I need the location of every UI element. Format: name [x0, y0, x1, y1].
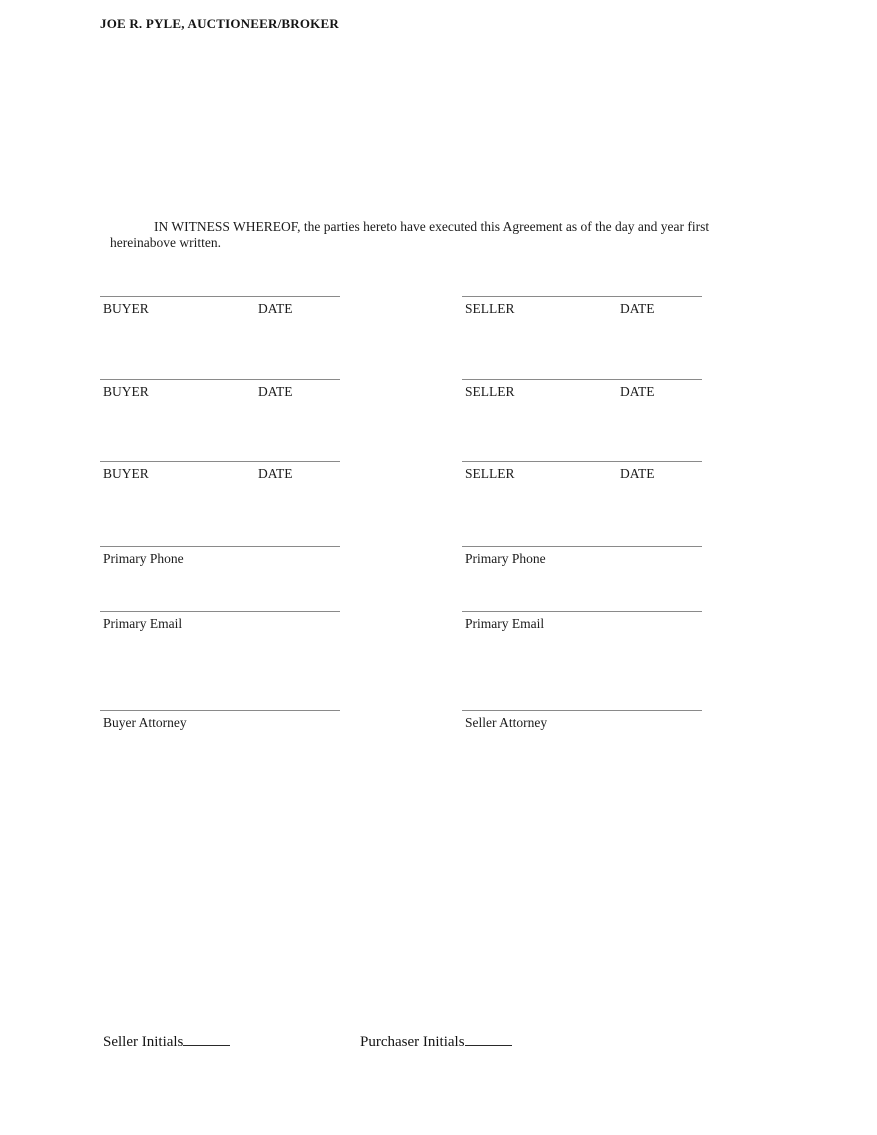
seller-signature-line-2[interactable]: [462, 379, 702, 380]
seller-initials-label: Seller Initials: [103, 1034, 184, 1050]
seller-attorney-block: [462, 710, 702, 730]
date-label: DATE: [620, 466, 655, 481]
seller-signature-block-1: [462, 296, 702, 316]
buyer-label: BUYER: [103, 384, 149, 399]
buyer-attorney-label: Buyer Attorney: [103, 715, 187, 730]
seller-label: SELLER: [465, 384, 515, 399]
date-label: DATE: [258, 301, 293, 316]
seller-attorney-line[interactable]: [462, 710, 702, 711]
buyer-attorney-line[interactable]: [100, 710, 340, 711]
buyer-signature-line-2[interactable]: [100, 379, 340, 380]
buyer-primary-email-line[interactable]: [100, 611, 340, 612]
buyer-signature-line-1[interactable]: [100, 296, 340, 297]
date-label: DATE: [620, 384, 655, 399]
buyer-signature-block-1: [100, 296, 340, 316]
buyer-primary-email-block: [100, 611, 340, 631]
seller-initials: [103, 1029, 230, 1052]
date-label: DATE: [620, 301, 655, 316]
witness-clause: IN WITNESS WHEREOF, the parties hereto have executed this Agreement as of the day and year first hereinabove written.: [110, 219, 710, 250]
buyer-primary-phone-block: [100, 546, 340, 566]
date-label: DATE: [258, 384, 293, 399]
purchaser-initials-label: Purchaser Initials: [360, 1034, 465, 1050]
buyer-label: BUYER: [103, 466, 149, 481]
buyer-signature-block-3: [100, 461, 340, 481]
seller-primary-email-block: [462, 611, 702, 631]
buyer-signature-block-2: [100, 379, 340, 399]
seller-primary-phone-line[interactable]: [462, 546, 702, 547]
buyer-primary-phone-line[interactable]: [100, 546, 340, 547]
primary-phone-label: Primary Phone: [103, 551, 184, 566]
seller-signature-block-2: [462, 379, 702, 399]
seller-signature-line-1[interactable]: [462, 296, 702, 297]
seller-attorney-label: Seller Attorney: [465, 715, 548, 730]
buyer-attorney-block: [100, 710, 340, 730]
seller-initials-blank[interactable]: [183, 1029, 230, 1046]
seller-signature-line-3[interactable]: [462, 461, 702, 462]
seller-primary-phone-block: [462, 546, 702, 566]
broker-header: JOE R. PYLE, AUCTIONEER/BROKER: [100, 16, 339, 31]
date-label: DATE: [258, 466, 293, 481]
primary-email-label: Primary Email: [103, 616, 183, 631]
primary-email-label: Primary Email: [465, 616, 545, 631]
seller-label: SELLER: [465, 301, 515, 316]
seller-signature-block-3: [462, 461, 702, 481]
seller-primary-email-line[interactable]: [462, 611, 702, 612]
primary-phone-label: Primary Phone: [465, 551, 546, 566]
purchaser-initials: [360, 1029, 512, 1052]
purchaser-initials-blank[interactable]: [465, 1029, 512, 1046]
seller-label: SELLER: [465, 466, 515, 481]
buyer-label: BUYER: [103, 301, 149, 316]
buyer-signature-line-3[interactable]: [100, 461, 340, 462]
